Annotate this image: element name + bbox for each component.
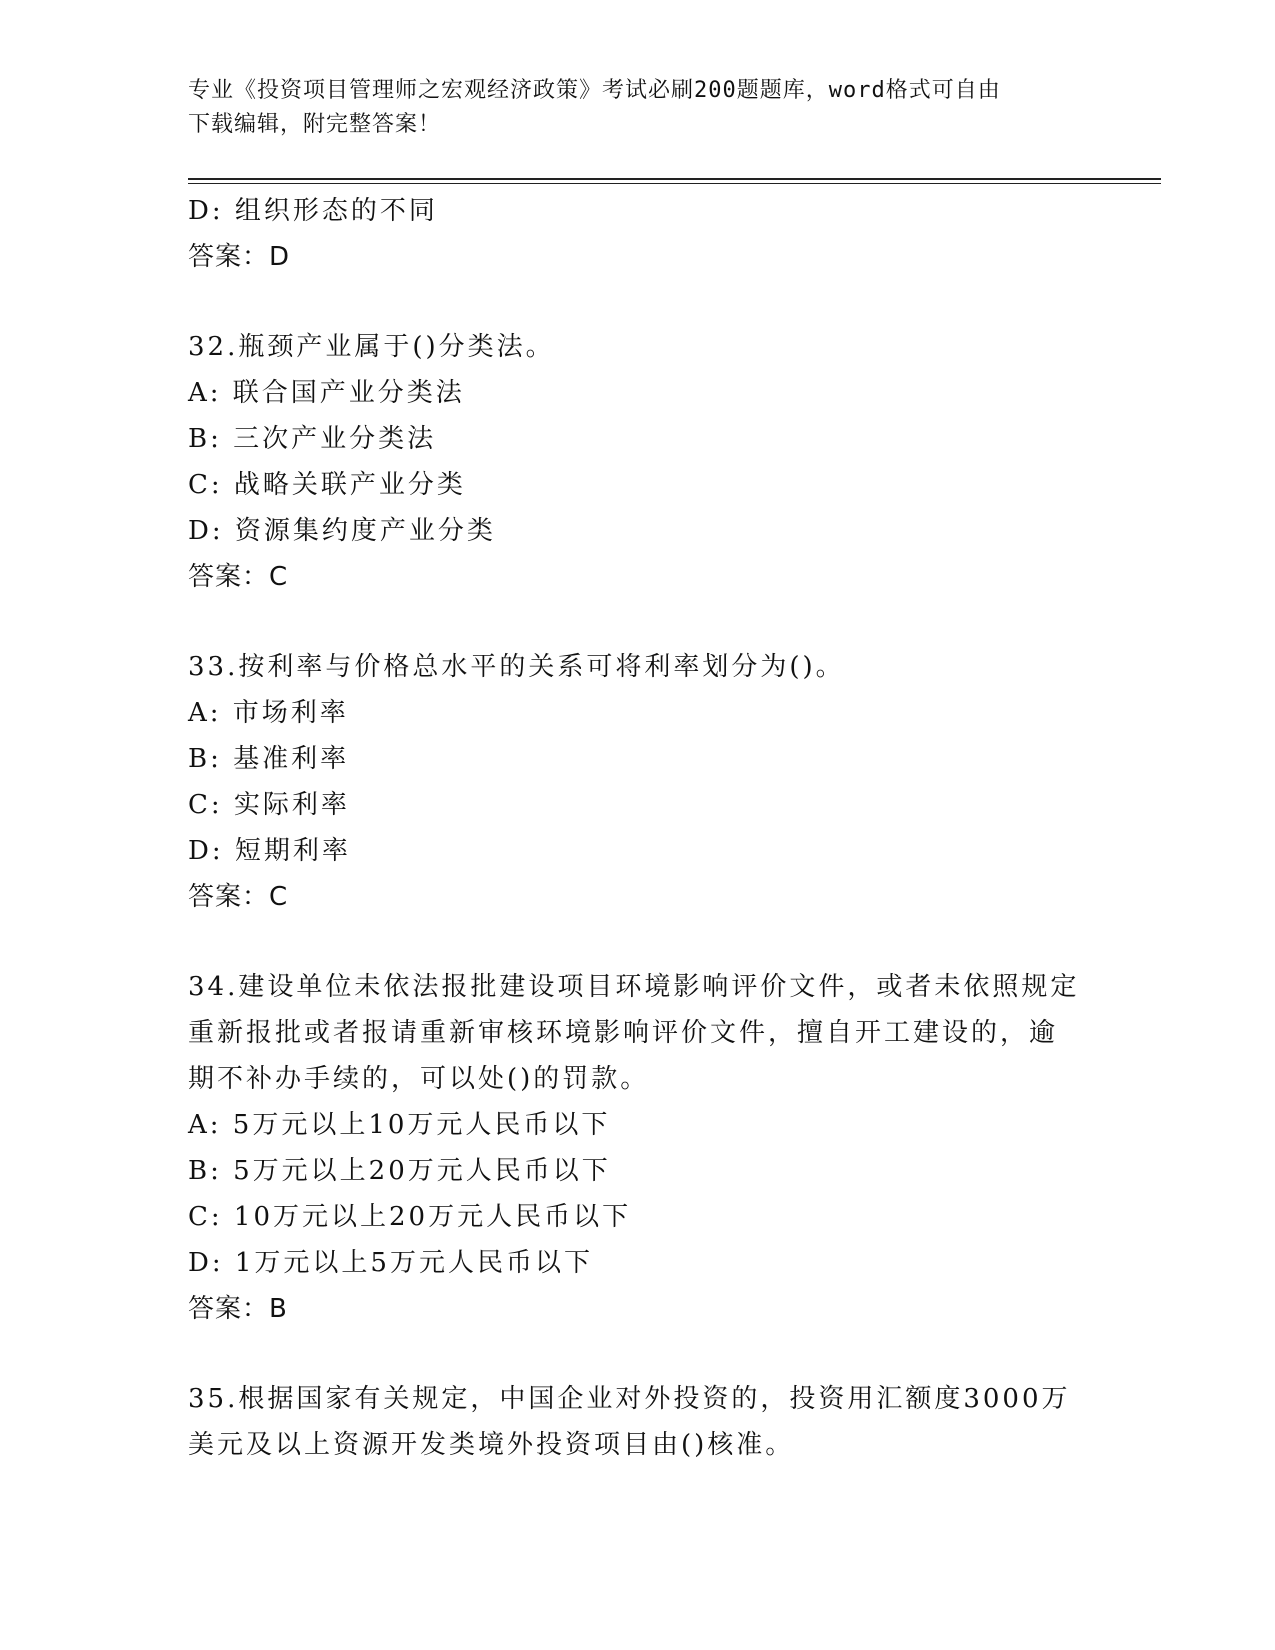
question-stem-line-1: 34.建设单位未依法报批建设项目环境影响评价文件，或者未依照规定 xyxy=(188,972,1080,1002)
option-d: D: 资源集约度产业分类 xyxy=(188,516,496,546)
question-31-tail xyxy=(188,188,1088,280)
question-stem: 33.按利率与价格总水平的关系可将利率划分为()。 xyxy=(188,652,845,682)
question-stem: 32.瓶颈产业属于()分类法。 xyxy=(188,332,555,362)
option-b: B: 5万元以上20万元人民币以下 xyxy=(188,1156,611,1186)
answer: 答案：C xyxy=(188,882,289,912)
page-header xyxy=(188,74,1078,142)
option-a: A: 市场利率 xyxy=(188,698,349,728)
document-body xyxy=(188,188,1088,1468)
spacer xyxy=(188,280,1088,324)
option-a: A: 5万元以上10万元人民币以下 xyxy=(188,1110,611,1140)
question-32 xyxy=(188,324,1088,600)
spacer xyxy=(188,1332,1088,1376)
question-stem-line-3: 期不补办手续的，可以处()的罚款。 xyxy=(188,1064,650,1094)
header-divider-thick xyxy=(188,178,1161,180)
question-stem-line-1: 35.根据国家有关规定，中国企业对外投资的，投资用汇额度3000万 xyxy=(188,1384,1071,1414)
spacer xyxy=(188,920,1088,964)
option-b: B: 基准利率 xyxy=(188,744,350,774)
option-c: C: 战略关联产业分类 xyxy=(188,470,466,500)
question-stem-line-2: 美元及以上资源开发类境外投资项目由()核准。 xyxy=(188,1430,795,1460)
answer: 答案：B xyxy=(188,1294,288,1324)
option-d: D: 组织形态的不同 xyxy=(188,196,438,226)
header-line-1: 专业《投资项目管理师之宏观经济政策》考试必刷200题题库，word格式可自由 xyxy=(188,78,1001,103)
header-line-2: 下载编辑，附完整答案！ xyxy=(188,112,442,137)
question-35 xyxy=(188,1376,1088,1468)
question-34 xyxy=(188,964,1088,1332)
option-d: D: 短期利率 xyxy=(188,836,351,866)
question-33 xyxy=(188,644,1088,920)
spacer xyxy=(188,600,1088,644)
option-d: D: 1万元以上5万元人民币以下 xyxy=(188,1248,593,1278)
option-a: A: 联合国产业分类法 xyxy=(188,378,465,408)
answer: 答案：C xyxy=(188,562,289,592)
question-stem-line-2: 重新报批或者报请重新审核环境影响评价文件，擅自开工建设的，逾 xyxy=(188,1018,1059,1048)
option-b: B: 三次产业分类法 xyxy=(188,424,437,454)
answer: 答案：D xyxy=(188,242,291,272)
header-divider-thin xyxy=(188,183,1161,184)
option-c: C: 实际利率 xyxy=(188,790,350,820)
option-c: C: 10万元以上20万元人民币以下 xyxy=(188,1202,632,1232)
